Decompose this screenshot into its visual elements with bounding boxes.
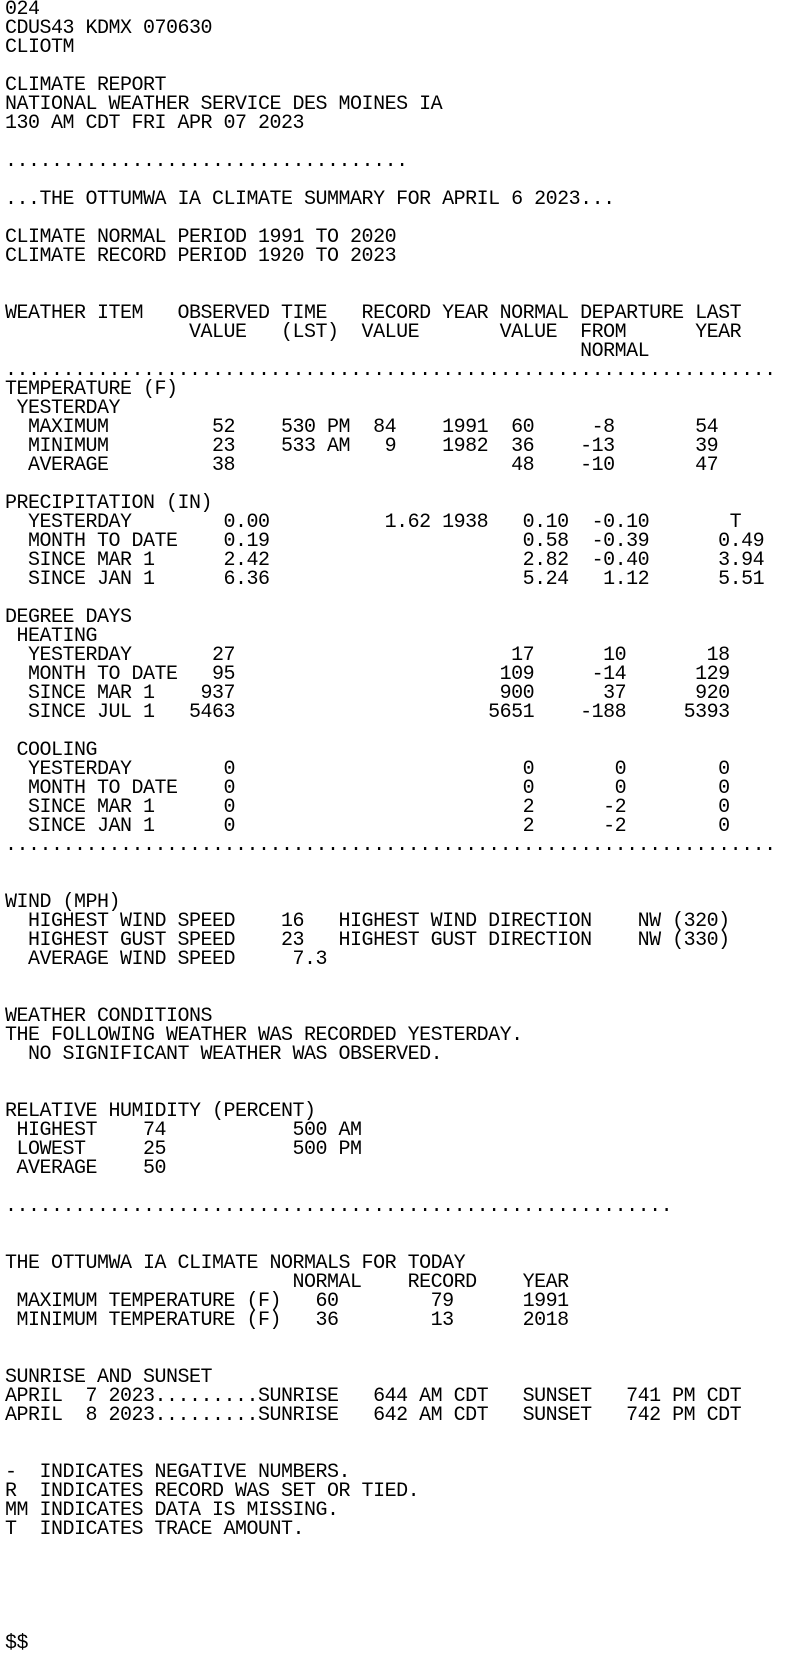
report-line: WEATHER CONDITIONS: [5, 1005, 213, 1028]
report-line: [5, 1596, 810, 1615]
report-line: CLIMATE REPORT: [5, 74, 167, 97]
report-line: ...................................................................: [5, 359, 776, 382]
report-line: 024: [5, 0, 40, 21]
report-line: CLIOTM: [5, 36, 75, 59]
report-line: T INDICATES TRACE AMOUNT.: [5, 1518, 305, 1541]
report-line: COOLING: [5, 739, 98, 762]
report-line: SINCE JAN 1 6.36 5.24 1.12 5.51: [5, 568, 765, 591]
report-line: SINCE JUL 1 5463 5651 -188 5393: [5, 701, 730, 724]
report-line: SINCE JAN 1 0 2 -2 0: [5, 815, 730, 838]
report-line: DEGREE DAYS: [5, 606, 132, 629]
report-line: SINCE MAR 1 0 2 -2 0: [5, 796, 730, 819]
report-line: [5, 266, 810, 285]
report-line: NORMAL: [5, 340, 650, 363]
report-line: CLIMATE NORMAL PERIOD 1991 TO 2020: [5, 226, 397, 249]
report-line: TEMPERATURE (F): [5, 378, 178, 401]
report-line: MONTH TO DATE 95 109 -14 129: [5, 663, 730, 686]
report-line: AVERAGE WIND SPEED 7.3: [5, 948, 328, 971]
report-line: NATIONAL WEATHER SERVICE DES MOINES IA: [5, 93, 443, 116]
report-line: WIND (MPH): [5, 891, 121, 914]
report-line: CDUS43 KDMX 070630: [5, 17, 213, 40]
report-line: $$: [5, 1632, 29, 1655]
report-line: - INDICATES NEGATIVE NUMBERS.: [5, 1461, 351, 1484]
report-line: 130 AM CDT FRI APR 07 2023: [5, 112, 305, 135]
report-line: R INDICATES RECORD WAS SET OR TIED.: [5, 1480, 420, 1503]
report-line: [5, 1615, 810, 1634]
report-line: [5, 722, 810, 741]
report-line: MAXIMUM 52 530 PM 84 1991 60 -8 54: [5, 416, 719, 439]
report-line: AVERAGE 50: [5, 1157, 167, 1180]
report-line: [5, 1330, 810, 1349]
report-line: ..........................................................: [5, 1195, 673, 1218]
report-line: [5, 1558, 810, 1577]
report-line: VALUE (LST) VALUE VALUE FROM YEAR: [5, 321, 742, 344]
report-line: MAXIMUM TEMPERATURE (F) 60 79 1991: [5, 1290, 569, 1313]
report-line: MINIMUM TEMPERATURE (F) 36 13 2018: [5, 1309, 569, 1332]
report-line: APRIL 7 2023.........SUNRISE 644 AM CDT SUNSET 741 PM CDT: [5, 1385, 742, 1408]
report-line: HIGHEST 74 500 AM: [5, 1119, 362, 1142]
report-line: [5, 1425, 810, 1444]
report-line: YESTERDAY: [5, 397, 121, 420]
report-line: YESTERDAY 27 17 10 18: [5, 644, 730, 667]
report-line: [5, 969, 810, 988]
report-line: THE OTTUMWA IA CLIMATE NORMALS FOR TODAY: [5, 1252, 466, 1275]
report-line: AVERAGE 38 48 -10 47: [5, 454, 719, 477]
report-line: ...................................: [5, 150, 408, 173]
report-line: [5, 1064, 810, 1083]
report-line: ...THE OTTUMWA IA CLIMATE SUMMARY FOR APRIL 6 2023...: [5, 188, 615, 211]
report-line: YESTERDAY 0 0 0 0: [5, 758, 730, 781]
report-line: [5, 1539, 810, 1558]
report-line: [5, 855, 810, 874]
report-line: APRIL 8 2023.........SUNRISE 642 AM CDT SUNSET 742 PM CDT: [5, 1404, 742, 1427]
report-line: ...................................................................: [5, 834, 776, 857]
report-line: LOWEST 25 500 PM: [5, 1138, 362, 1161]
report-line: SUNRISE AND SUNSET: [5, 1366, 213, 1389]
report-line: PRECIPITATION (IN): [5, 492, 213, 515]
report-line: NORMAL RECORD YEAR: [5, 1271, 569, 1294]
report-line: HIGHEST WIND SPEED 16 HIGHEST WIND DIRECTION NW (320): [5, 910, 730, 933]
report-line: THE FOLLOWING WEATHER WAS RECORDED YESTERDAY.: [5, 1024, 523, 1047]
report-line: [5, 1216, 810, 1235]
report-line: RELATIVE HUMIDITY (PERCENT): [5, 1100, 316, 1123]
report-line: SINCE MAR 1 937 900 37 920: [5, 682, 730, 705]
report-line: MONTH TO DATE 0.19 0.58 -0.39 0.49: [5, 530, 765, 553]
report-line: HIGHEST GUST SPEED 23 HIGHEST GUST DIRECTION NW (330): [5, 929, 730, 952]
report-line: MONTH TO DATE 0 0 0 0: [5, 777, 730, 800]
report-line: SINCE MAR 1 2.42 2.82 -0.40 3.94: [5, 549, 765, 572]
report-line: NO SIGNIFICANT WEATHER WAS OBSERVED.: [5, 1043, 443, 1066]
report-line: MINIMUM 23 533 AM 9 1982 36 -13 39: [5, 435, 719, 458]
report-line: WEATHER ITEM OBSERVED TIME RECORD YEAR NORMAL DEPARTURE LAST: [5, 302, 742, 325]
report-line: CLIMATE RECORD PERIOD 1920 TO 2023: [5, 245, 397, 268]
report-line: [5, 1577, 810, 1596]
report-line: [5, 874, 810, 893]
report-line: YESTERDAY 0.00 1.62 1938 0.10 -0.10 T: [5, 511, 742, 534]
report-line: MM INDICATES DATA IS MISSING.: [5, 1499, 339, 1522]
report-line: HEATING: [5, 625, 98, 648]
